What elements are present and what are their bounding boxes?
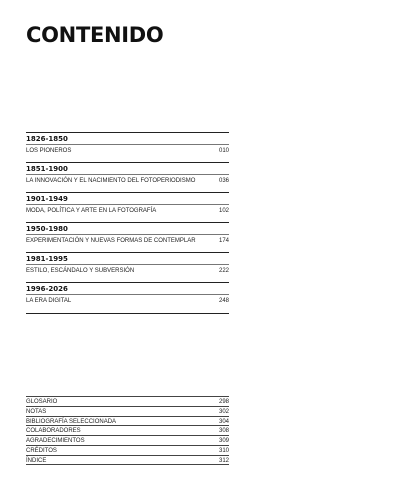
entry-title: LOS PIONEROS bbox=[26, 148, 72, 154]
back-matter-page-number: 298 bbox=[218, 399, 229, 405]
table-of-contents bbox=[26, 132, 229, 312]
back-matter-item[interactable] bbox=[26, 396, 229, 406]
toc-section bbox=[26, 282, 229, 312]
back-matter-item[interactable] bbox=[26, 416, 229, 426]
section-period: 1851-1900 bbox=[26, 165, 68, 173]
section-period: 1996-2026 bbox=[26, 285, 68, 293]
entry-page-number: 102 bbox=[218, 208, 229, 214]
section-period: 1950-1980 bbox=[26, 225, 68, 233]
toc-divider bbox=[26, 313, 229, 314]
entry-page-number: 010 bbox=[218, 148, 229, 154]
back-matter-title: NOTAS bbox=[26, 408, 47, 415]
back-matter-title: AGRADECIMIENTOS bbox=[26, 438, 85, 445]
back-matter-page-number: 304 bbox=[218, 418, 229, 425]
entry-page-number: 174 bbox=[218, 238, 229, 244]
back-matter-title: BIBLIOGRAFÍA SELECCIONADA bbox=[26, 418, 117, 425]
back-matter-title: GLOSARIO bbox=[26, 399, 58, 405]
entry-title: LA ERA DIGITAL bbox=[26, 298, 72, 304]
section-period: 1981-1995 bbox=[26, 255, 68, 263]
toc-entry[interactable] bbox=[26, 204, 229, 215]
page-title: CONTENIDO bbox=[26, 23, 164, 47]
back-matter-page-number: 310 bbox=[218, 447, 229, 454]
back-matter-item[interactable] bbox=[26, 425, 229, 435]
section-period: 1826-1850 bbox=[26, 135, 68, 143]
toc-entry[interactable] bbox=[26, 174, 229, 185]
back-matter-page-number: 308 bbox=[218, 428, 229, 435]
toc-entry[interactable] bbox=[26, 144, 229, 155]
entry-title: LA INNOVACIÓN Y EL NACIMIENTO DEL FOTOPERIODISMO bbox=[26, 178, 196, 184]
entry-title: MODA, POLÍTICA Y ARTE EN LA FOTOGRAFÍA bbox=[26, 208, 157, 214]
back-matter-page-number: 302 bbox=[218, 408, 229, 415]
toc-section bbox=[26, 222, 229, 252]
back-matter-item[interactable] bbox=[26, 445, 229, 455]
toc-section bbox=[26, 132, 229, 162]
back-matter-item[interactable] bbox=[26, 406, 229, 416]
back-matter-title: CRÉDITOS bbox=[26, 447, 57, 454]
back-matter-list bbox=[26, 396, 229, 465]
toc-section bbox=[26, 252, 229, 282]
entry-title: ESTILO, ESCÁNDALO Y SUBVERSIÓN bbox=[26, 268, 135, 274]
back-matter-title: COLABORADORES bbox=[26, 428, 81, 435]
entry-page-number: 222 bbox=[218, 268, 229, 274]
entry-title: EXPERIMENTACIÓN Y NUEVAS FORMAS DE CONTEMPLAR bbox=[26, 238, 196, 244]
toc-section bbox=[26, 162, 229, 192]
toc-entry[interactable] bbox=[26, 234, 229, 245]
toc-section bbox=[26, 192, 229, 222]
toc-entry[interactable] bbox=[26, 264, 229, 275]
back-matter-page-number: 309 bbox=[218, 438, 229, 445]
back-matter-item[interactable] bbox=[26, 435, 229, 445]
toc-entry[interactable] bbox=[26, 294, 229, 305]
section-period: 1901-1949 bbox=[26, 195, 68, 203]
back-matter-page-number: 312 bbox=[218, 457, 229, 464]
back-matter-title: ÍNDICE bbox=[26, 457, 47, 464]
entry-page-number: 036 bbox=[218, 178, 229, 184]
entry-page-number: 248 bbox=[218, 298, 229, 304]
back-matter-item[interactable] bbox=[26, 455, 229, 465]
